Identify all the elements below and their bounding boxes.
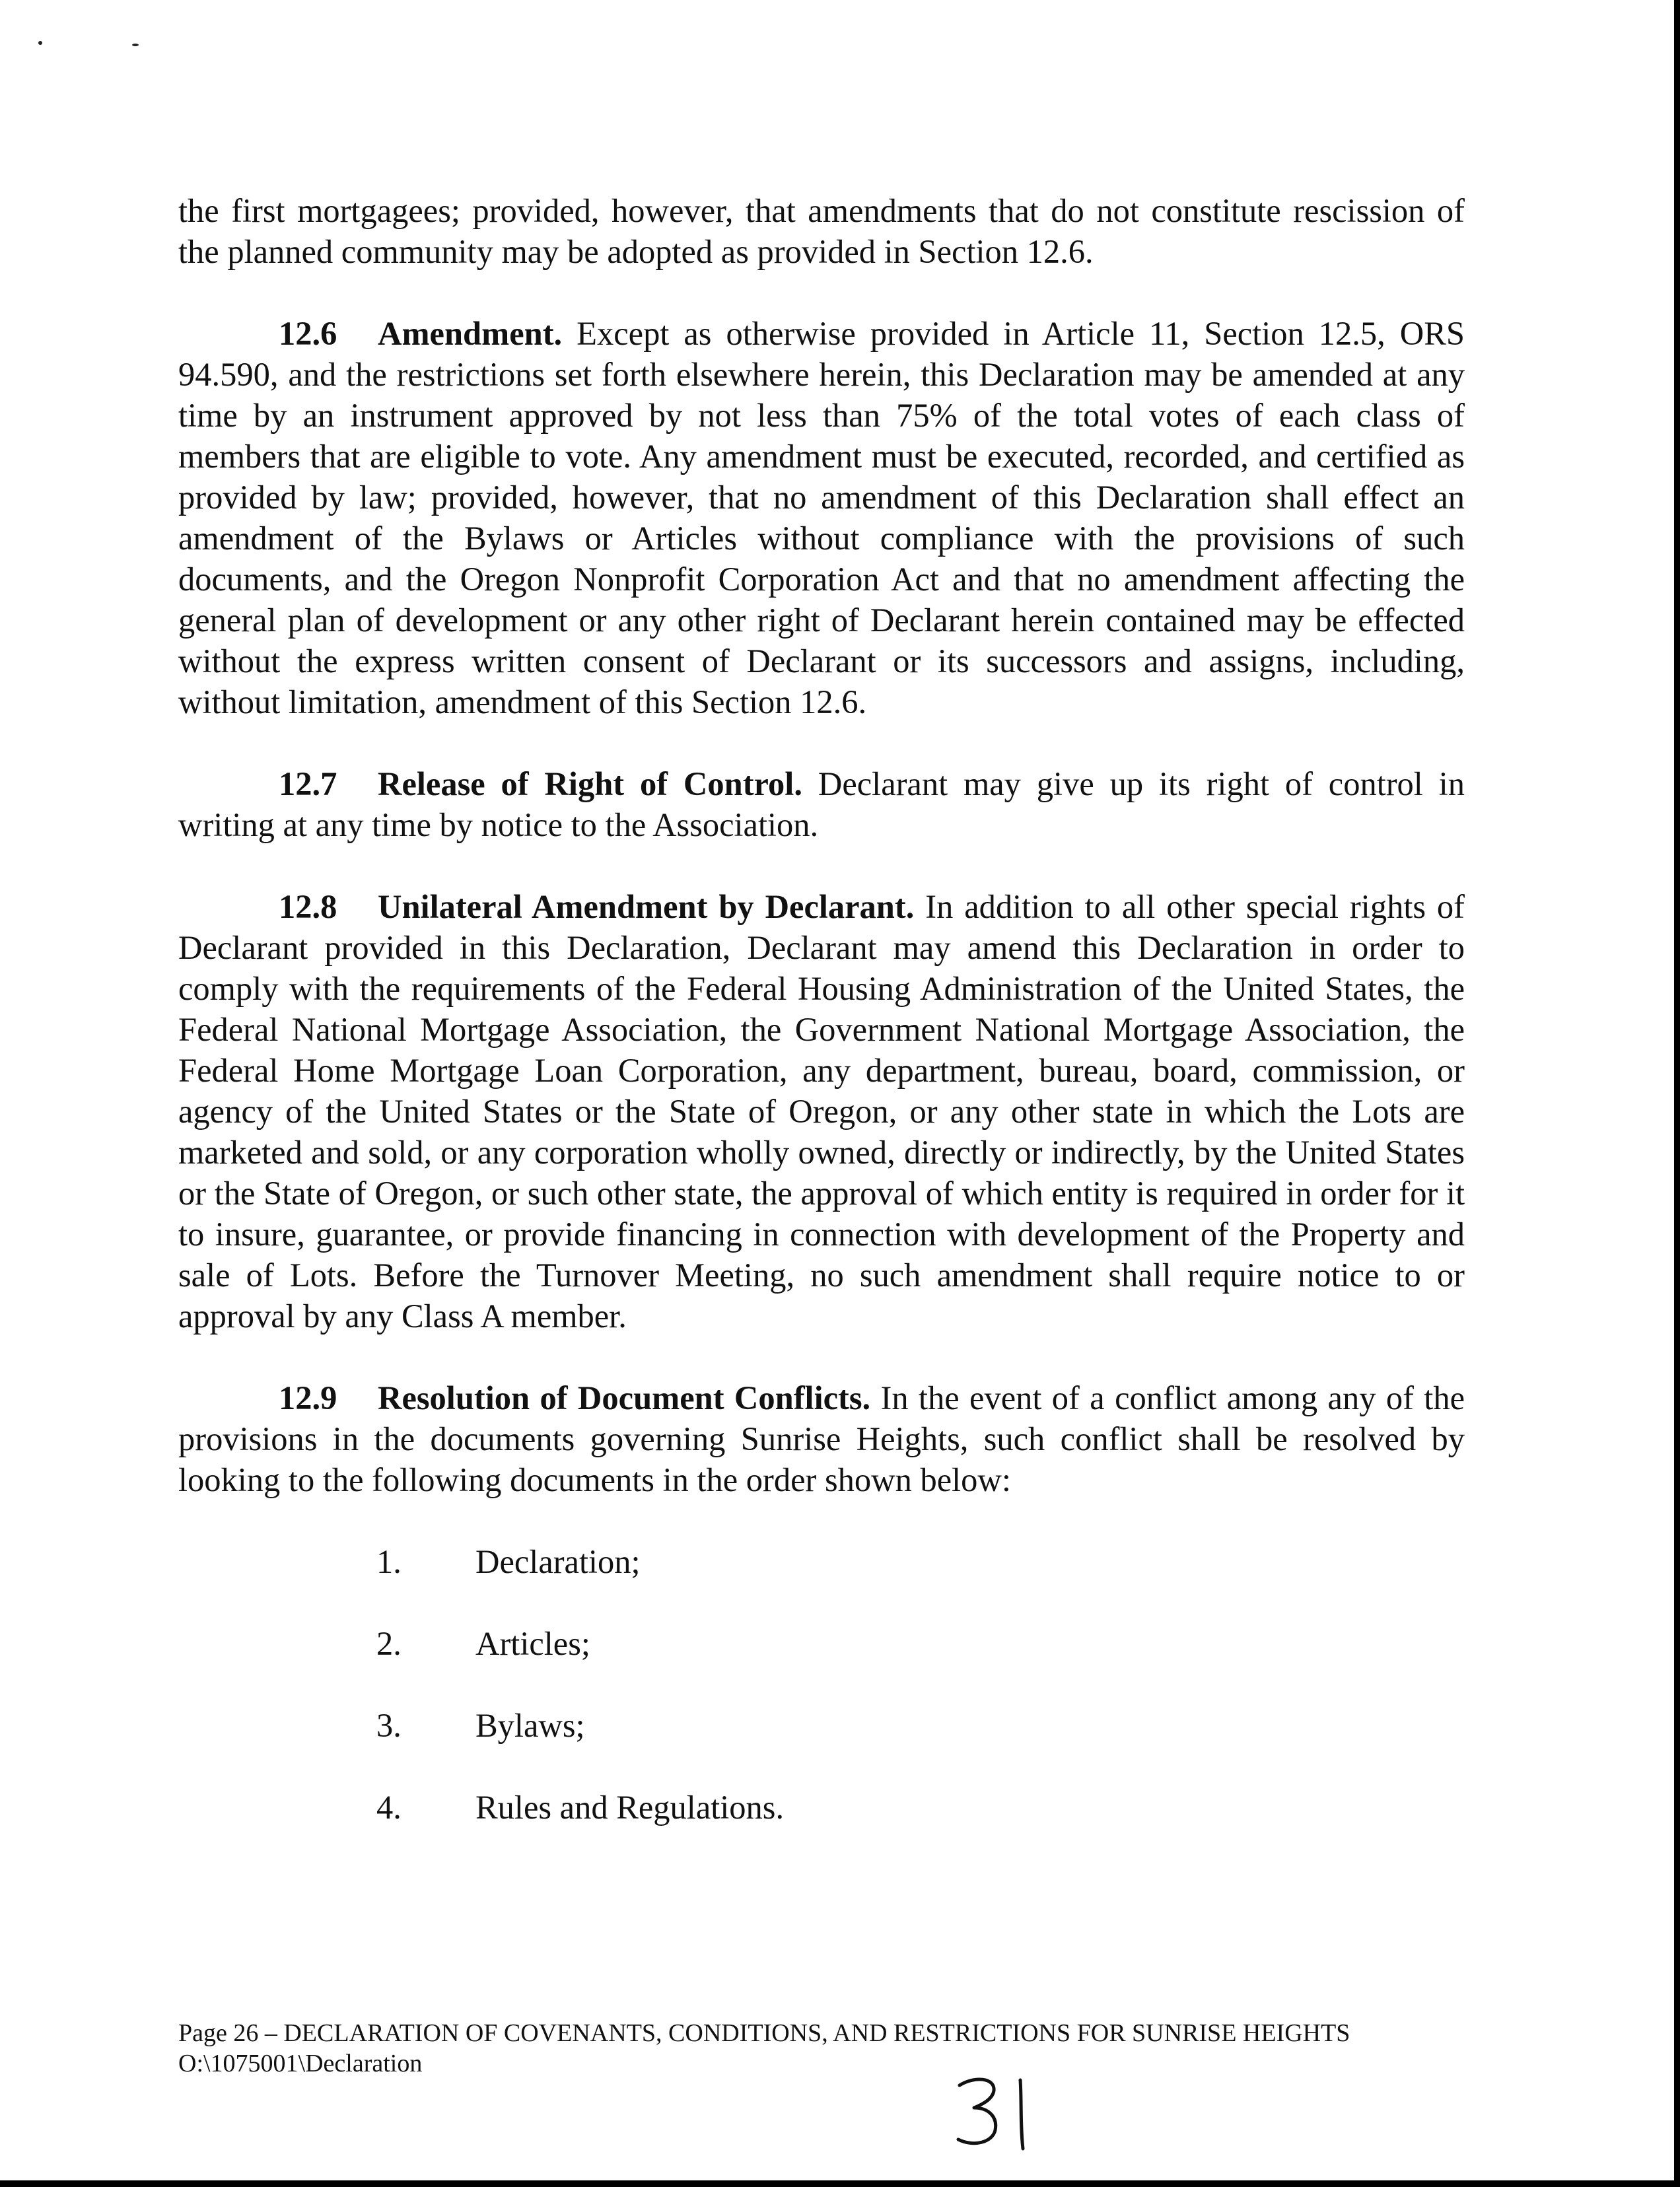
section-12-8 — [178, 886, 1465, 1336]
page-border-bottom — [0, 2180, 1680, 2187]
section-12-9 — [178, 1377, 1465, 1500]
section-number: 12.7 — [279, 765, 337, 802]
list-item-number: 1. — [376, 1543, 402, 1580]
document-body — [178, 190, 1465, 1869]
section-12-7 — [178, 763, 1465, 845]
section-number: 12.9 — [279, 1379, 337, 1416]
section-title: Resolution of Document Conflicts. — [378, 1379, 871, 1416]
list-item-text: Bylaws; — [475, 1707, 585, 1744]
section-12-6 — [178, 313, 1465, 722]
list-item-text: Rules and Regulations. — [475, 1789, 785, 1826]
handwritten-page-number — [954, 2073, 1040, 2153]
footer-title: Page 26 – DECLARATION OF COVENANTS, CONDITIONS, AND RESTRICTIONS FOR SUNRISE HEIGHTS — [178, 2019, 1350, 2047]
page-border-right — [1674, 0, 1680, 2187]
section-number: 12.8 — [279, 888, 337, 925]
list-item-number: 4. — [376, 1789, 402, 1826]
list-item-number: 3. — [376, 1707, 402, 1744]
section-number: 12.6 — [279, 315, 337, 352]
scan-speck — [132, 44, 139, 46]
intro-paragraph: the first mortgagees; provided, however, that amendments that do not constitute rescission of the planned community may be adopted as provided in Section 12.6. — [178, 192, 1465, 270]
section-body: In the event of a conflict among any of the provisions in the documents governing Sunrise Heights, such conflict shall be resolved by looking to the following documents in the order shown below: — [178, 1379, 1465, 1498]
list-item — [178, 1623, 1465, 1664]
list-item — [178, 1705, 1465, 1746]
list-item-text: Articles; — [475, 1625, 590, 1662]
document-order-list — [178, 1541, 1465, 1828]
list-item — [178, 1541, 1465, 1582]
section-body: Declarant may give up its right of control in writing at any time by notice to the Association. — [178, 765, 1465, 843]
section-body: In addition to all other special rights of Declarant provided in this Declaration, Declarant may amend this Declaration in order to comply with the requirements of the Federal Housing Administration of the United States, the Federal National Mortgage Association, the Government National Mortgage Association, the Federal Home Mortgage Loan Corporation, any department, bureau, board, commission, or agency of the United States or the State of Oregon, or any other state in which the Lots are marketed and sold, or any corporation wholly owned, directly or indirectly, by the United States or the State of Oregon, or such other state, the approval of which entity is required in order for it to insure, guarantee, or provide financing in connection with development of the Property and sale of Lots. Before the Turnover Meeting, no such amendment shall require notice to or approval by any Class A member. — [178, 888, 1465, 1335]
scan-speck — [38, 41, 42, 45]
section-title: Unilateral Amendment by Declarant. — [378, 888, 915, 925]
section-title: Amendment. — [378, 315, 563, 352]
list-item-number: 2. — [376, 1625, 402, 1662]
footer-file-path: O:\1075001\Declaration — [178, 2050, 423, 2077]
section-body: Except as otherwise provided in Article 11, Section 12.5, ORS 94.590, and the restrictions set forth elsewhere herein, this Declaration may be amended at any time by an instrument approved by not less than 75% of the total votes of each class of members that are eligible to vote. Any amendment must be executed, recorded, and certified as provided by law; provided, however, that no amendment of this Declaration shall effect an amendment of the Bylaws or Articles without compliance with the provisions of such documents, and the Oregon Nonprofit Corporation Act and that no amendment affecting the general plan of development or any other right of Declarant herein contained may be effected without the express written consent of Declarant or its successors and assigns, including, without limitation, amendment of this Section 12.6. — [178, 315, 1465, 720]
page-footer — [178, 2018, 1466, 2079]
list-item-text: Declaration; — [475, 1543, 641, 1580]
section-title: Release of Right of Control. — [378, 765, 802, 802]
list-item — [178, 1787, 1465, 1828]
